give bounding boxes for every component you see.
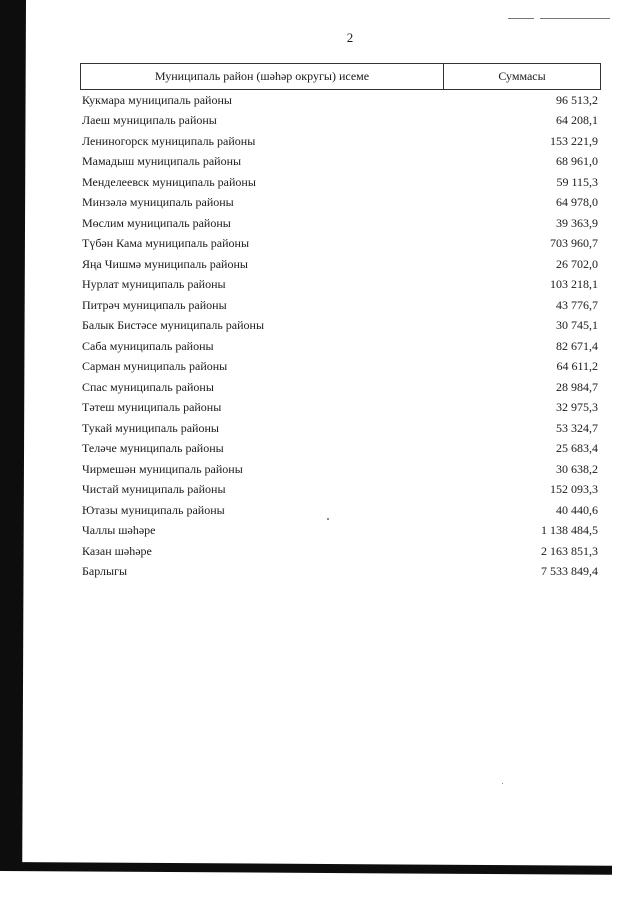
row-amount: 703 960,7 [550,236,598,251]
table-row [80,562,598,583]
row-amount: 1 138 484,5 [541,523,598,538]
row-amount: 28 984,7 [556,379,598,394]
row-name: Барлыгы [82,564,128,579]
page-number: 2 [346,30,354,45]
row-amount: 153 221,9 [550,133,598,148]
scan-mark [540,18,610,19]
row-name: Чирмешән муниципаль районы [82,461,243,476]
table-row [80,316,598,337]
row-name: Яңа Чишмә муниципаль районы [82,256,248,271]
row-amount: 53 324,7 [556,420,598,435]
scan-speck [327,518,329,520]
table-row [80,377,598,398]
row-name: Казан шәһәре [82,543,152,558]
table-row [80,398,598,419]
row-name: Кукмара муниципаль районы [82,92,232,107]
row-name: Чаллы шәһәре [82,523,156,538]
row-amount: 26 702,0 [556,256,598,271]
table-row [80,111,598,132]
row-name: Балык Бистәсе муниципаль районы [82,318,265,333]
row-name: Питрәч муниципаль районы [82,297,227,312]
table-row [80,172,598,193]
row-amount: 64 978,0 [556,195,598,210]
row-name: Теләче муниципаль районы [82,441,224,456]
row-amount: 82 671,4 [556,338,598,353]
row-name: Мамадыш муниципаль районы [82,154,242,169]
row-name: Спас муниципаль районы [82,379,214,394]
scan-edge-bottom [0,862,612,875]
row-amount: 103 218,1 [550,277,598,292]
scan-mark [508,18,534,19]
table-row [80,500,598,521]
row-amount: 39 363,9 [556,215,598,230]
row-name: Минзәлә муниципаль районы [82,195,234,210]
row-name: Мөслим муниципаль районы [82,215,231,230]
row-name: Нурлат муниципаль районы [82,277,226,292]
row-amount: 25 683,4 [556,441,598,456]
header-sum-column: Суммасы [498,69,546,83]
row-amount: 43 776,7 [556,297,598,312]
row-amount: 68 961,0 [556,154,598,169]
row-name: Тукай муниципаль районы [82,420,219,435]
table-row [80,418,598,439]
table-body [80,90,598,582]
row-name: Саба муниципаль районы [82,338,214,353]
table-row [80,152,598,173]
row-name: Сарман муниципаль районы [82,359,228,374]
table-row [80,480,598,501]
table-row [80,254,598,275]
table-row [80,131,598,152]
table-row [80,193,598,214]
table-row [80,234,598,255]
row-name: Лаеш муниципаль районы [82,113,217,128]
row-amount: 96 513,2 [556,92,598,107]
row-amount: 30 638,2 [556,461,598,476]
table-row [80,521,598,542]
table-row [80,541,598,562]
table-row [80,275,598,296]
table-row [80,357,598,378]
table-row [80,90,598,111]
scan-edge-left [0,0,26,870]
header-name-column: Муниципаль район (шәһәр округы) исеме [81,64,444,89]
row-amount: 2 163 851,3 [541,543,598,558]
row-name: Тәтеш муниципаль районы [82,400,222,415]
row-amount: 59 115,3 [556,174,598,189]
scan-speck [502,783,503,784]
row-name: Менделеевск муниципаль районы [82,174,256,189]
row-amount: 152 093,3 [550,482,598,497]
table-row [80,295,598,316]
table-row [80,459,598,480]
row-name: Чистай муниципаль районы [82,482,226,497]
table-header [80,63,601,90]
row-name: Ютазы муниципаль районы [82,502,225,517]
row-name: Лениногорск муниципаль районы [82,133,256,148]
row-amount: 64 611,2 [556,359,598,374]
table-row [80,336,598,357]
table-row [80,213,598,234]
row-amount: 7 533 849,4 [541,564,598,579]
row-amount: 40 440,6 [556,502,598,517]
row-amount: 32 975,3 [556,400,598,415]
row-name: Түбән Кама муниципаль районы [82,236,250,251]
row-amount: 64 208,1 [556,113,598,128]
table-row [80,439,598,460]
row-amount: 30 745,1 [556,318,598,333]
